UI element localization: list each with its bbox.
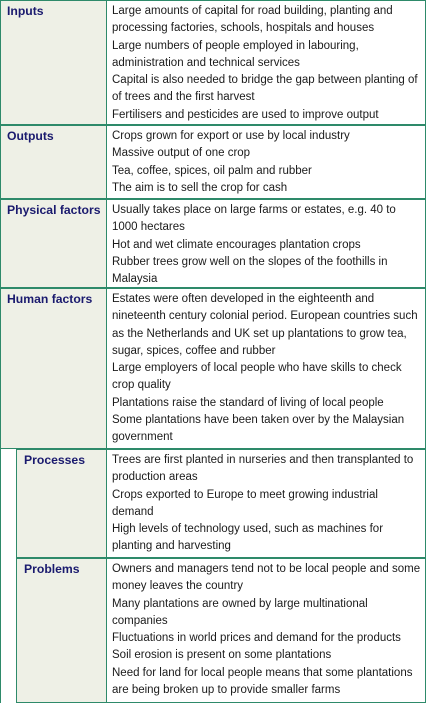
content-line: government	[112, 431, 173, 444]
content-line: Estates were often developed in the eighteenth and	[112, 293, 375, 305]
table-row	[0, 558, 426, 703]
content-line: The aim is to sell the crop for cash	[112, 181, 288, 194]
row-header-label: Processes	[24, 453, 85, 467]
content-line: demand	[112, 505, 154, 518]
content-line: processing factories, schools, hospitals and houses	[112, 22, 375, 35]
row-content	[106, 558, 426, 703]
content-line: Owners and managers tend not to be local people and some	[112, 563, 421, 575]
content-line: Usually takes place on large farms or estates, e.g. 40 to	[112, 204, 396, 216]
row-header	[0, 125, 107, 199]
content-line: Hot and wet climate encourages plantation crops	[112, 238, 361, 251]
row-content	[106, 199, 426, 288]
content-line: High levels of technology used, such as machines for	[112, 523, 384, 536]
table-row	[0, 199, 426, 288]
row-header	[0, 199, 107, 288]
content-line: Soil erosion is present on some plantations	[112, 649, 332, 662]
content-line: 1000 hectares	[112, 221, 185, 234]
content-line: Malaysia	[112, 273, 158, 286]
content-line: sugar, spices, coffee and rubber	[112, 344, 276, 357]
content-line: crop quality	[112, 379, 171, 392]
content-line: production areas	[112, 471, 198, 484]
row-content	[106, 125, 426, 199]
content-line: Rubber trees grow well on the slopes of the foothills in	[112, 255, 388, 268]
row-header-label: Problems	[24, 562, 80, 576]
row-content	[106, 0, 426, 125]
table-row	[0, 0, 426, 125]
row-header	[16, 558, 107, 703]
row-header	[0, 288, 107, 449]
content-line: Trees are first planted in nurseries and then transplanted to	[112, 454, 414, 466]
content-line: Fluctuations in world prices and demand for the products	[112, 632, 401, 645]
content-line: Crops exported to Europe to meet growing industrial	[112, 488, 378, 501]
row-header-label: Physical factors	[7, 203, 101, 217]
table-row	[0, 449, 426, 558]
content-line: Crops grown for export or use by local industry	[112, 130, 350, 142]
row-header-label: Outputs	[7, 129, 54, 143]
content-line: Large employers of local people who have skills to check	[112, 362, 402, 375]
table-row	[0, 125, 426, 199]
content-line: Need for land for local people means that some plantations	[112, 666, 413, 679]
content-line: Many plantations are owned by large multinational	[112, 597, 368, 610]
row-header	[0, 0, 107, 125]
content-line: are being broken up to provide smaller farms	[112, 684, 341, 697]
content-line: Plantations raise the standard of living of local people	[112, 396, 384, 409]
row-header	[16, 449, 107, 558]
content-line: Fertilisers and pesticides are used to improve output	[112, 108, 379, 121]
content-line: of trees and the first harvest	[112, 91, 255, 104]
content-line: planting and harvesting	[112, 540, 231, 553]
row-header-label: Human factors	[7, 292, 93, 306]
content-line: Some plantations have been taken over by the Malaysian	[112, 414, 405, 427]
row-content	[106, 449, 426, 558]
content-line: nineteenth century colonial period. European countries such	[112, 310, 418, 323]
table-row	[0, 288, 426, 449]
content-line: as the Netherlands and UK set up plantations to grow tea,	[112, 327, 407, 340]
content-line: Capital is also needed to bridge the gap between planting of	[112, 74, 418, 87]
content-line: administration and technical services	[112, 56, 300, 69]
content-line: Large numbers of people employed in labouring,	[112, 39, 359, 52]
content-line: Tea, coffee, spices, oil palm and rubber	[112, 164, 312, 177]
row-header-label: Inputs	[7, 4, 44, 18]
content-line: Large amounts of capital for road building, planting and	[112, 5, 393, 17]
content-line: companies	[112, 614, 168, 627]
row-content	[106, 288, 426, 449]
content-line: money leaves the country	[112, 580, 244, 593]
content-line: Massive output of one crop	[112, 147, 251, 160]
